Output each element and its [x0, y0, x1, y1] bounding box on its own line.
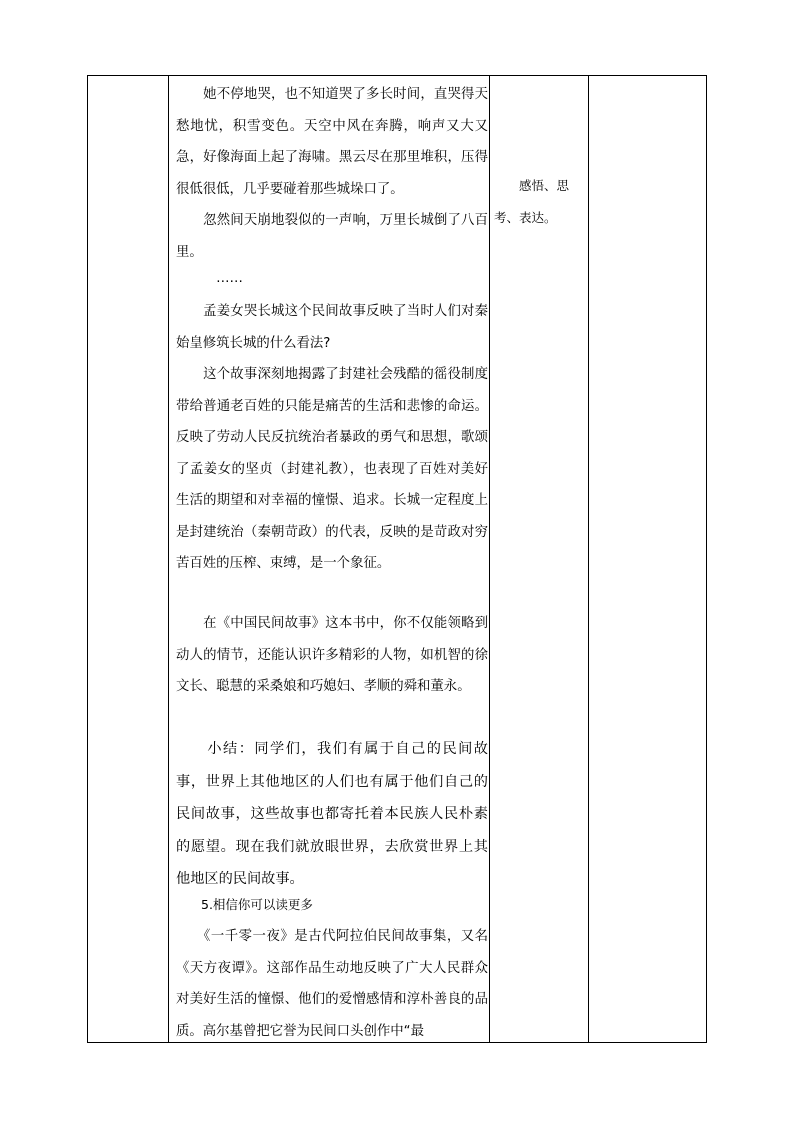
question-paragraph: 孟姜女哭长城这个民间故事反映了当时人们对秦始皇修筑长城的什么看法?: [176, 304, 488, 351]
story-excerpt-paragraph: 她不停地哭，也不知道哭了多长时间，直哭得天愁地忧，积雪变色。天空中风在奔腾，响声又大又急，好像海面上起了海啸。黑云尽在那里堆积，压得很低很低，几乎要碰着那些城垛口了。: [176, 87, 488, 197]
book-intro-paragraph: 在《中国民间故事》这本书中，你不仅能领略到动人的情节，还能认识许多精彩的人物，如机智的徐文长、聪慧的采桑娘和巧媳妇、孝顺的舜和董永。: [176, 616, 488, 694]
column-divider: [168, 76, 169, 1042]
ellipsis: ……: [176, 271, 243, 286]
section-heading: 5.相信你可以读更多: [176, 897, 313, 912]
lesson-table: [87, 75, 707, 1043]
story-excerpt-paragraph: 忽然间天崩地裂似的一声响，万里长城倒了八百里。: [176, 213, 488, 260]
student-activity-cell: [490, 76, 588, 1042]
reading-paragraph: 《一千零一夜》是古代阿拉伯民间故事集，又名《天方夜谭》。这部作品生动地反映了广大人民群众对美好生活的憧憬、他们的爱憎感情和淳朴善良的品质。高尔基曾把它誉为民间口头创作中“最: [176, 929, 488, 1039]
teaching-content-cell: [170, 76, 490, 1042]
answer-paragraph: 这个故事深刻地揭露了封建社会残酷的徭役制度带给普通老百姓的只能是痛苦的生活和悲惨的命运。反映了劳动人民反抗统治者暴政的勇气和思想，歌颂了孟姜女的坚贞（封建礼教），也表现了百姓对美好生活的期望和对幸福的憧憬、追求。长城一定程度上是封建统治（秦朝苛政）的代表，反映的是苛政对穷苦百姓的压榨、束缚，是一个象征。: [176, 367, 488, 571]
summary-paragraph: 小结：同学们，我们有属于自己的民间故事，世界上其他地区的人们也有属于他们自己的民间故事，这些故事也都寄托着本民族人民朴素的愿望。现在我们就放眼世界，去欣赏世界上其他地区的民间故事。: [176, 741, 488, 888]
activity-text: 感悟、思考、表达。: [494, 178, 570, 225]
column-divider: [588, 76, 589, 1042]
